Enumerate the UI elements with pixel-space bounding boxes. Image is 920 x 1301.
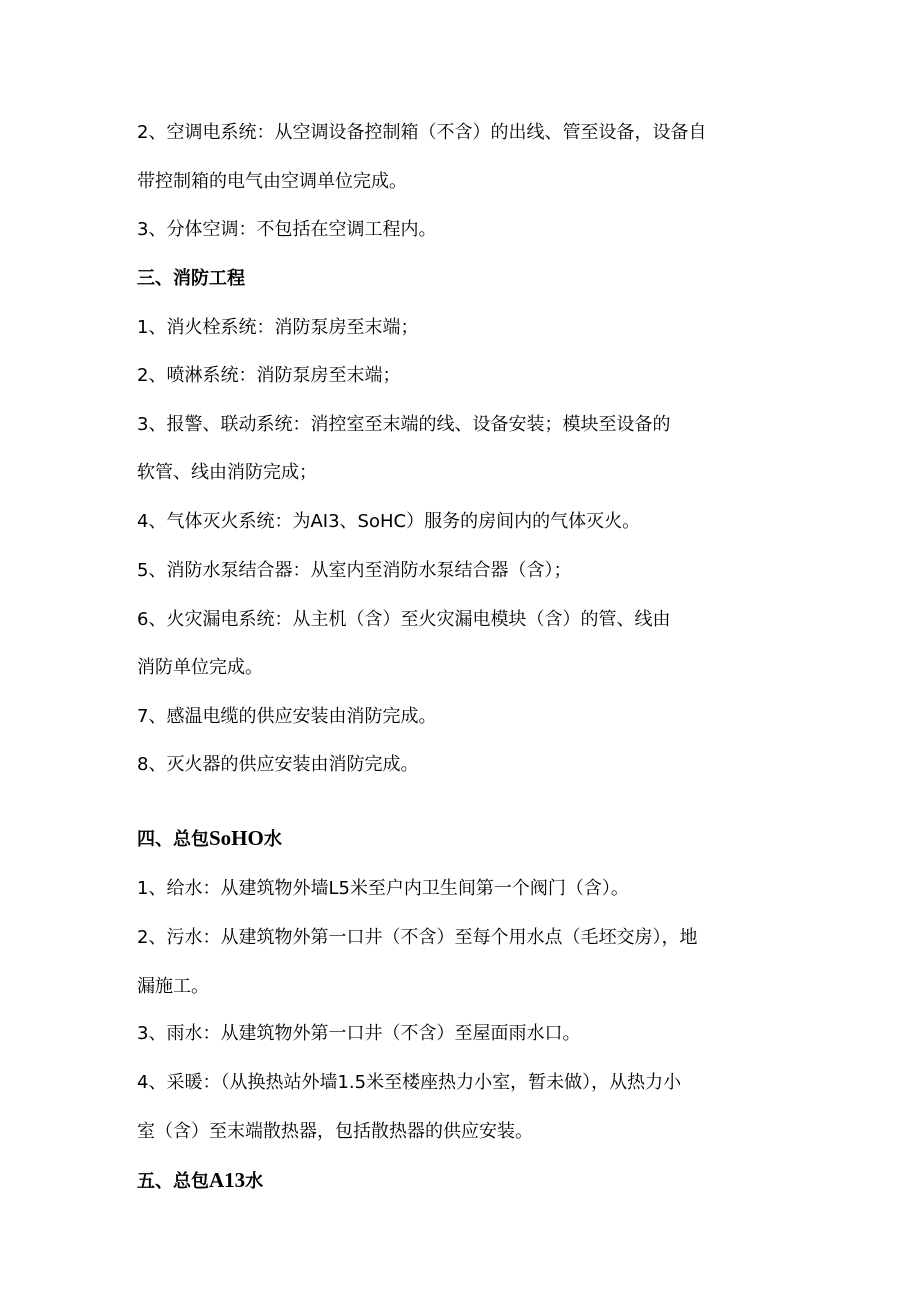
section-heading-4 xyxy=(137,826,282,852)
heading-prefix: 四、总包 xyxy=(137,829,209,850)
paragraph-line: 1、给水：从建筑物外墙L5米至户内卫生间第一个阀门（含）。 xyxy=(137,878,629,899)
paragraph-line: 4、采暖：（从换热站外墙1.5米至楼座热力小室，暂未做），从热力小 xyxy=(137,1072,682,1093)
paragraph-line: 软管、线由消防完成； xyxy=(137,462,317,483)
paragraph-line: 漏施工。 xyxy=(137,976,209,997)
paragraph-line: 3、报警、联动系统：消控室至末端的线、设备安装；模块至设备的 xyxy=(137,414,671,435)
paragraph-line: 2、喷淋系统：消防泵房至末端； xyxy=(137,365,401,386)
paragraph-line: 带控制箱的电气由空调单位完成。 xyxy=(137,171,407,192)
paragraph-line: 3、雨水：从建筑物外第一口井（不含）至屋面雨水口。 xyxy=(137,1023,581,1044)
paragraph-line: 6、火灾漏电系统：从主机（含）至火灾漏电模块（含）的管、线由 xyxy=(137,609,671,630)
heading-suffix: 水 xyxy=(263,829,282,850)
paragraph-line: 5、消防水泵结合器：从室内至消防水泵结合器（含）； xyxy=(137,560,572,581)
paragraph-line: 2、空调电系统：从空调设备控制箱（不含）的出线、管至设备，设备自 xyxy=(137,122,707,143)
heading-code: A13 xyxy=(209,1168,246,1192)
paragraph-line: 室（含）至末端散热器，包括散热器的供应安装。 xyxy=(137,1121,533,1142)
heading-suffix: 水 xyxy=(245,1171,264,1192)
paragraph-line: 4、气体灭火系统：为AI3、SoHC）服务的房间内的气体灭火。 xyxy=(137,511,641,532)
paragraph-line: 1、消火栓系统：消防泵房至末端； xyxy=(137,317,419,338)
paragraph-line: 8、灭火器的供应安装由消防完成。 xyxy=(137,754,419,775)
paragraph-line: 7、感温电缆的供应安装由消防完成。 xyxy=(137,706,437,727)
section-heading-5 xyxy=(137,1168,263,1194)
heading-prefix: 五、总包 xyxy=(137,1171,209,1192)
paragraph-line: 3、分体空调：不包括在空调工程内。 xyxy=(137,219,437,240)
paragraph-line: 2、污水：从建筑物外第一口井（不含）至每个用水点（毛坯交房），地 xyxy=(137,927,698,948)
paragraph-line: 消防单位完成。 xyxy=(137,657,263,678)
heading-code: SoHO xyxy=(209,826,264,850)
section-heading-3: 三、消防工程 xyxy=(137,268,245,289)
